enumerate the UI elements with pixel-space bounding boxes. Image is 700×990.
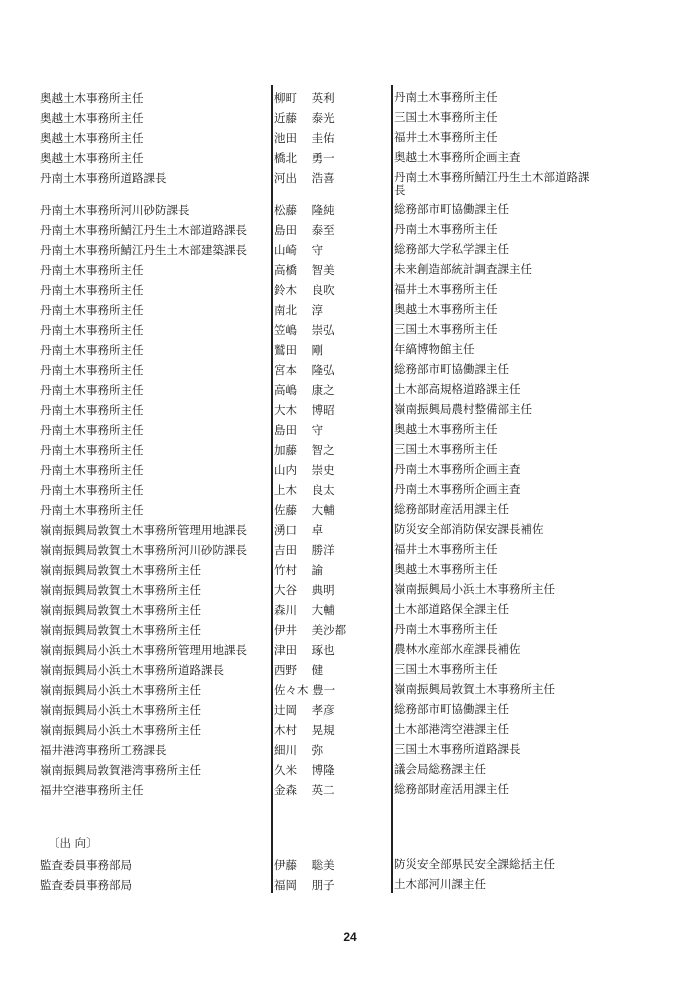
table-row [0, 148, 700, 168]
new-post: 三国土木事務所道路課長 [394, 742, 521, 756]
surname: 佐々木 [274, 683, 309, 697]
previous-post: 嶺南振興局敦賀土木事務所主任 [40, 623, 201, 637]
new-post: 農林水産部水産課長補佐 [394, 642, 521, 656]
table-row [0, 480, 700, 500]
given-name: 泰光 [311, 111, 335, 125]
new-post: 議会局総務課主任 [394, 762, 486, 776]
surname: 池田 [274, 131, 297, 145]
given-name: 泰至 [311, 223, 335, 237]
person-name [274, 260, 335, 280]
previous-post: 丹南土木事務所鯖江丹生土木部建築課長 [40, 243, 247, 257]
previous-post: 丹南土木事務所主任 [40, 343, 144, 357]
previous-post: 丹南土木事務所道路課長 [40, 171, 167, 185]
surname: 金森 [274, 783, 297, 797]
surname: 西野 [274, 663, 297, 677]
given-name: 良太 [311, 483, 335, 497]
person-name [274, 148, 335, 168]
new-post: 丹南土木事務所主任 [394, 222, 498, 236]
person-name [274, 460, 335, 480]
surname: 山内 [274, 463, 297, 477]
surname: 津田 [274, 643, 297, 657]
surname: 大谷 [274, 583, 297, 597]
person-name [274, 700, 335, 720]
person-name [274, 580, 335, 600]
previous-post: 監査委員事務部局 [40, 858, 132, 872]
new-post: 総務部市町協働課主任 [394, 362, 509, 376]
new-post: 福井土木事務所主任 [394, 130, 498, 144]
table-row [0, 400, 700, 420]
new-post: 嶺南振興局農村整備部主任 [394, 402, 532, 416]
previous-post: 奥越土木事務所主任 [40, 91, 144, 105]
given-name: 博隆 [311, 763, 335, 777]
person-name [274, 780, 335, 800]
given-name: 浩喜 [311, 171, 335, 185]
person-name [274, 240, 323, 260]
previous-post: 福井空港事務所主任 [40, 783, 144, 797]
given-name: 英利 [311, 91, 335, 105]
person-name [274, 108, 335, 128]
table-row [0, 580, 700, 600]
previous-post: 丹南土木事務所主任 [40, 323, 144, 337]
surname: 加藤 [274, 443, 297, 457]
surname: 久米 [274, 763, 297, 777]
surname: 鷲田 [274, 343, 297, 357]
new-post: 奥越土木事務所主任 [394, 562, 498, 576]
table-row [0, 340, 700, 360]
surname: 南北 [274, 303, 297, 317]
table-row [0, 168, 700, 197]
new-post: 福井土木事務所主任 [394, 282, 498, 296]
surname: 柳町 [274, 91, 297, 105]
table-row [0, 108, 700, 128]
previous-post: 嶺南振興局敦賀土木事務所主任 [40, 603, 201, 617]
person-name [274, 420, 323, 440]
previous-post: 嶺南振興局小浜土木事務所管理用地課長 [40, 643, 247, 657]
section-label-secondment: 〔出 向〕 [48, 836, 98, 850]
new-post: 丹南土木事務所主任 [394, 90, 498, 104]
previous-post: 奥越土木事務所主任 [40, 131, 144, 145]
new-post: 奥越土木事務所主任 [394, 302, 498, 316]
given-name: 聡美 [311, 858, 335, 872]
new-post: 三国土木事務所主任 [394, 110, 498, 124]
previous-post: 奥越土木事務所主任 [40, 111, 144, 125]
previous-post: 嶺南振興局小浜土木事務所主任 [40, 683, 201, 697]
person-name [274, 300, 323, 320]
person-name [274, 220, 335, 240]
given-name: 守 [311, 243, 324, 257]
table-row [0, 740, 700, 760]
table-row [0, 300, 700, 320]
surname: 松藤 [274, 203, 297, 217]
previous-post: 嶺南振興局小浜土木事務所道路課長 [40, 663, 224, 677]
previous-post: 丹南土木事務所主任 [40, 463, 144, 477]
previous-post: 丹南土木事務所主任 [40, 503, 144, 517]
previous-post: 丹南土木事務所主任 [40, 303, 144, 317]
previous-post: 嶺南振興局敦賀土木事務所河川砂防課長 [40, 543, 247, 557]
person-name [274, 280, 335, 300]
table-row [0, 88, 700, 108]
given-name: 守 [311, 423, 324, 437]
given-name: 剛 [311, 343, 324, 357]
person-name [274, 380, 335, 400]
given-name: 博昭 [311, 403, 335, 417]
previous-post: 嶺南振興局敦賀土木事務所主任 [40, 563, 201, 577]
new-post: 福井土木事務所主任 [394, 542, 498, 556]
table-row [0, 360, 700, 380]
previous-post: 丹南土木事務所主任 [40, 363, 144, 377]
table-row [0, 420, 700, 440]
surname: 木村 [274, 723, 297, 737]
new-post: 土木部高規格道路課主任 [394, 382, 521, 396]
given-name: 勇一 [311, 151, 335, 165]
person-name [274, 720, 335, 740]
surname: 河出 [274, 171, 297, 185]
page-number: 24 [343, 930, 357, 944]
person-name [274, 680, 335, 700]
given-name: 朋子 [311, 878, 335, 892]
previous-post: 丹南土木事務所主任 [40, 283, 144, 297]
person-name [274, 168, 335, 188]
table-row [0, 460, 700, 480]
person-name [274, 400, 335, 420]
new-post: 三国土木事務所主任 [394, 442, 498, 456]
table-row [0, 700, 700, 720]
given-name: 大輔 [311, 603, 335, 617]
table-row [0, 720, 700, 740]
given-name: 智美 [311, 263, 335, 277]
surname: 橋北 [274, 151, 297, 165]
table-row [0, 660, 700, 680]
surname: 佐藤 [274, 503, 297, 517]
given-name: 大輔 [311, 503, 335, 517]
table-row [0, 320, 700, 340]
given-name: 琢也 [311, 643, 335, 657]
person-name [274, 875, 335, 895]
table-row [0, 520, 700, 540]
surname: 島田 [274, 423, 297, 437]
previous-post: 奥越土木事務所主任 [40, 151, 144, 165]
previous-post: 丹南土木事務所主任 [40, 443, 144, 457]
given-name: 卓 [311, 523, 324, 537]
previous-post: 嶺南振興局小浜土木事務所主任 [40, 703, 201, 717]
new-post: 防災安全部県民安全課総括主任 [394, 857, 555, 871]
person-name [274, 740, 323, 760]
given-name: 智之 [311, 443, 335, 457]
surname: 湧口 [274, 523, 297, 537]
table-row [0, 855, 700, 875]
new-post: 丹南土木事務所企画主査 [394, 462, 521, 476]
new-post: 三国土木事務所主任 [394, 662, 498, 676]
given-name: 圭佑 [311, 131, 335, 145]
previous-post: 丹南土木事務所主任 [40, 383, 144, 397]
person-name [274, 560, 323, 580]
table-row [0, 500, 700, 520]
new-post: 年縞博物館主任 [394, 342, 475, 356]
table-row [0, 780, 700, 800]
person-name [274, 500, 335, 520]
table-row [0, 640, 700, 660]
given-name: 弥 [311, 743, 324, 757]
given-name: 崇史 [311, 463, 335, 477]
surname: 辻岡 [274, 703, 297, 717]
surname: 上木 [274, 483, 297, 497]
given-name: 康之 [311, 383, 335, 397]
table-row [0, 620, 700, 640]
surname: 森川 [274, 603, 297, 617]
person-name [274, 760, 335, 780]
previous-post: 丹南土木事務所主任 [40, 263, 144, 277]
given-name: 豊一 [312, 683, 336, 697]
surname: 高橋 [274, 263, 297, 277]
given-name: 健 [311, 663, 324, 677]
person-name [274, 440, 335, 460]
given-name: 崇弘 [311, 323, 335, 337]
table-row [0, 560, 700, 580]
previous-post: 監査委員事務部局 [40, 878, 132, 892]
new-post: 総務部財産活用課主任 [394, 502, 509, 516]
table-row [0, 680, 700, 700]
new-post: 奥越土木事務所主任 [394, 422, 498, 436]
new-post: 三国土木事務所主任 [394, 322, 498, 336]
new-post: 土木部河川課主任 [394, 877, 486, 891]
new-post: 総務部市町協働課主任 [394, 702, 509, 716]
table-row [0, 440, 700, 460]
previous-post: 丹南土木事務所鯖江丹生土木部道路課長 [40, 223, 247, 237]
given-name: 典明 [311, 583, 335, 597]
person-name [274, 360, 335, 380]
surname: 鈴木 [274, 283, 297, 297]
new-post: 未来創造部統計調査課主任 [394, 262, 532, 276]
table-row [0, 380, 700, 400]
given-name: 勝洋 [311, 543, 335, 557]
new-post: 丹南土木事務所主任 [394, 622, 498, 636]
previous-post: 福井港湾事務所工務課長 [40, 743, 167, 757]
previous-post: 丹南土木事務所主任 [40, 483, 144, 497]
given-name: 晃規 [311, 723, 335, 737]
table-row [0, 875, 700, 895]
surname: 山崎 [274, 243, 297, 257]
surname: 高嶋 [274, 383, 297, 397]
given-name: 隆純 [311, 203, 335, 217]
table-row [0, 600, 700, 620]
new-post: 総務部市町協働課主任 [394, 202, 509, 216]
surname: 島田 [274, 223, 297, 237]
new-post: 嶺南振興局小浜土木事務所主任 [394, 582, 555, 596]
table-row [0, 260, 700, 280]
person-name [274, 200, 335, 220]
table-row [0, 540, 700, 560]
new-post: 総務部財産活用課主任 [394, 782, 509, 796]
given-name: 隆弘 [311, 363, 335, 377]
person-name [274, 520, 323, 540]
person-name [274, 660, 323, 680]
surname: 大木 [274, 403, 297, 417]
person-name [274, 88, 335, 108]
given-name: 美沙都 [311, 623, 347, 637]
surname: 笠嶋 [274, 323, 297, 337]
person-name [274, 600, 335, 620]
table-row [0, 240, 700, 260]
table-row [0, 220, 700, 240]
person-name [274, 340, 323, 360]
person-name [274, 128, 335, 148]
person-name [274, 480, 335, 500]
previous-post: 丹南土木事務所河川砂防課長 [40, 203, 190, 217]
previous-post: 嶺南振興局敦賀土木事務所管理用地課長 [40, 523, 247, 537]
surname: 宮本 [274, 363, 297, 377]
person-name [274, 620, 346, 640]
previous-post: 丹南土木事務所主任 [40, 423, 144, 437]
new-post: 丹南土木事務所企画主査 [394, 482, 521, 496]
surname: 近藤 [274, 111, 297, 125]
given-name: 良吹 [311, 283, 335, 297]
new-post: 防災安全部消防保安課長補佐 [394, 522, 544, 536]
new-post: 総務部大学私学課主任 [394, 242, 509, 256]
surname: 伊井 [274, 623, 297, 637]
new-post: 土木部道路保全課主任 [394, 602, 509, 616]
surname: 吉田 [274, 543, 297, 557]
person-name [274, 855, 335, 875]
new-post: 丹南土木事務所鯖江丹生土木部道路課長 [394, 170, 590, 197]
given-name: 諭 [311, 563, 324, 577]
new-post: 嶺南振興局敦賀土木事務所主任 [394, 682, 555, 696]
person-name [274, 640, 335, 660]
previous-post: 嶺南振興局敦賀土木事務所主任 [40, 583, 201, 597]
table-row [0, 128, 700, 148]
person-name [274, 320, 335, 340]
new-post: 奥越土木事務所企画主査 [394, 150, 521, 164]
table-row [0, 280, 700, 300]
surname: 竹村 [274, 563, 297, 577]
given-name: 淳 [311, 303, 324, 317]
previous-post: 丹南土木事務所主任 [40, 403, 144, 417]
table-row [0, 760, 700, 780]
given-name: 英二 [311, 783, 335, 797]
surname: 福岡 [274, 878, 297, 892]
surname: 伊藤 [274, 858, 297, 872]
previous-post: 嶺南振興局小浜土木事務所主任 [40, 723, 201, 737]
new-post: 土木部港湾空港課主任 [394, 722, 509, 736]
table-row [0, 200, 700, 220]
surname: 細川 [274, 743, 297, 757]
previous-post: 嶺南振興局敦賀港湾事務所主任 [40, 763, 201, 777]
person-name [274, 540, 335, 560]
given-name: 孝彦 [311, 703, 335, 717]
